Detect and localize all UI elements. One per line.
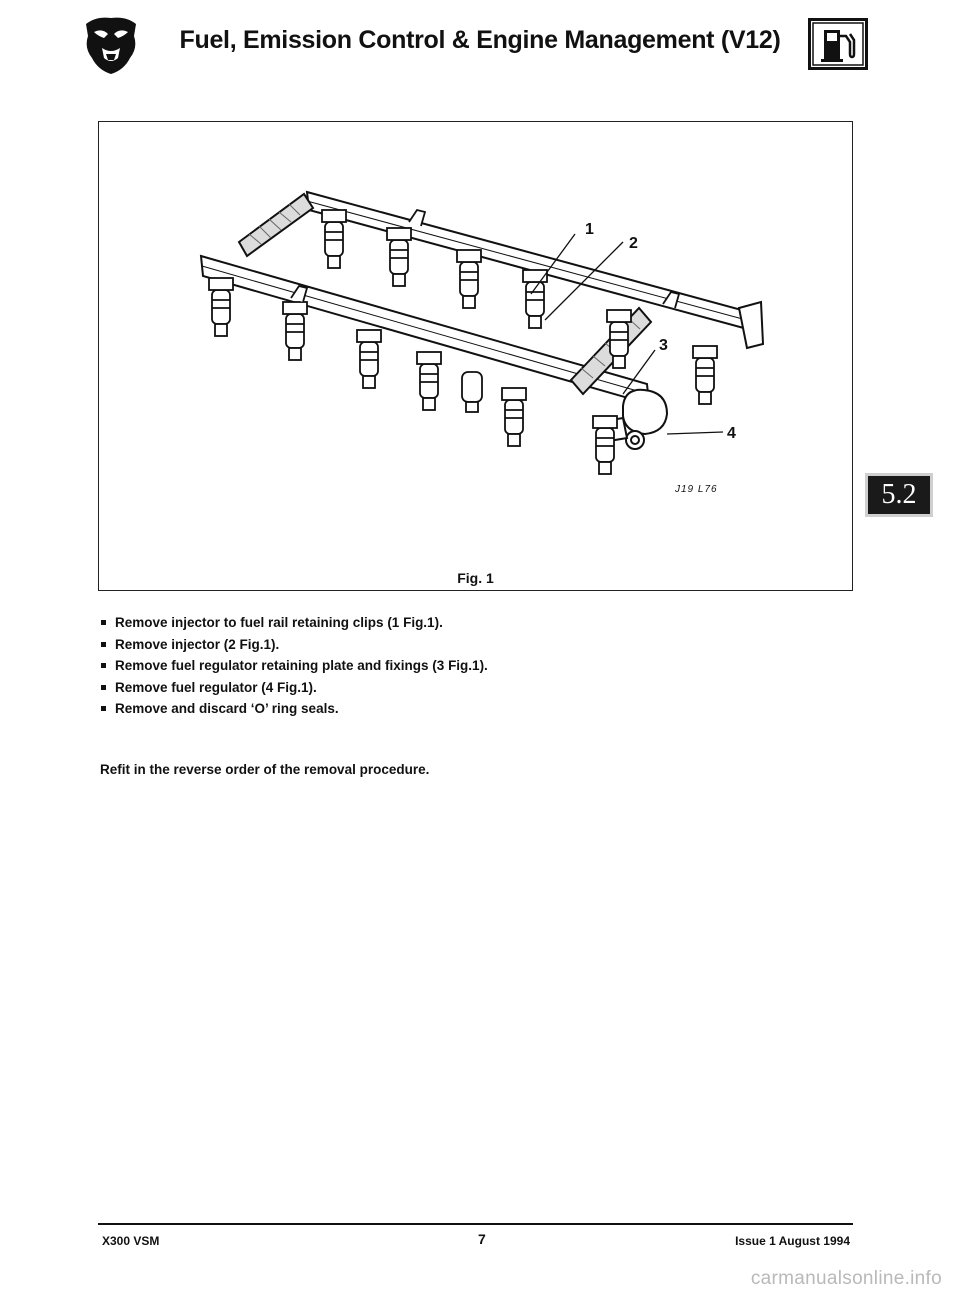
- figure-caption: Fig. 1: [457, 570, 494, 586]
- step-item: [98, 680, 488, 696]
- footer-manual-code: X300 VSM: [102, 1234, 160, 1248]
- page-title: Fuel, Emission Control & Engine Management (V12): [179, 26, 781, 54]
- bullet-icon: [101, 706, 106, 711]
- jaguar-head-logo-icon: [80, 14, 142, 76]
- callout-labels: [99, 122, 854, 592]
- callout-4: 4: [727, 425, 736, 442]
- watermark: carmanualsonline.info: [750, 1268, 942, 1289]
- bullet-icon: [101, 663, 106, 668]
- step-text: Remove injector to fuel rail retaining clips (1 Fig.1).: [115, 615, 443, 630]
- step-item: [98, 701, 488, 717]
- step-text: Remove injector (2 Fig.1).: [115, 636, 280, 652]
- figure-reference-code: J19 L76: [675, 484, 718, 495]
- bullet-icon: [101, 685, 106, 690]
- refit-note: Refit in the reverse order of the removal procedure.: [100, 762, 430, 777]
- step-text: Remove and discard ‘O’ ring seals.: [115, 701, 339, 716]
- step-item: [98, 658, 488, 674]
- footer-issue-date: Issue 1 August 1994: [735, 1234, 850, 1248]
- step-item: [98, 615, 488, 631]
- callout-3: 3: [659, 337, 668, 354]
- bullet-icon: [101, 642, 106, 647]
- figure-panel: [98, 121, 853, 591]
- step-item: [98, 637, 488, 653]
- step-text: Remove fuel regulator (4 Fig.1).: [115, 679, 317, 695]
- procedure-steps: [98, 615, 488, 723]
- page-number: 7: [478, 1231, 486, 1247]
- step-text: Remove fuel regulator retaining plate and fixings (3 Fig.1).: [115, 658, 488, 673]
- bullet-icon: [101, 620, 106, 625]
- callout-1: 1: [585, 221, 594, 238]
- footer-divider: [98, 1223, 853, 1225]
- callout-2: 2: [629, 235, 638, 252]
- fuel-pump-icon: [808, 18, 868, 70]
- section-tab: 5.2: [868, 476, 930, 514]
